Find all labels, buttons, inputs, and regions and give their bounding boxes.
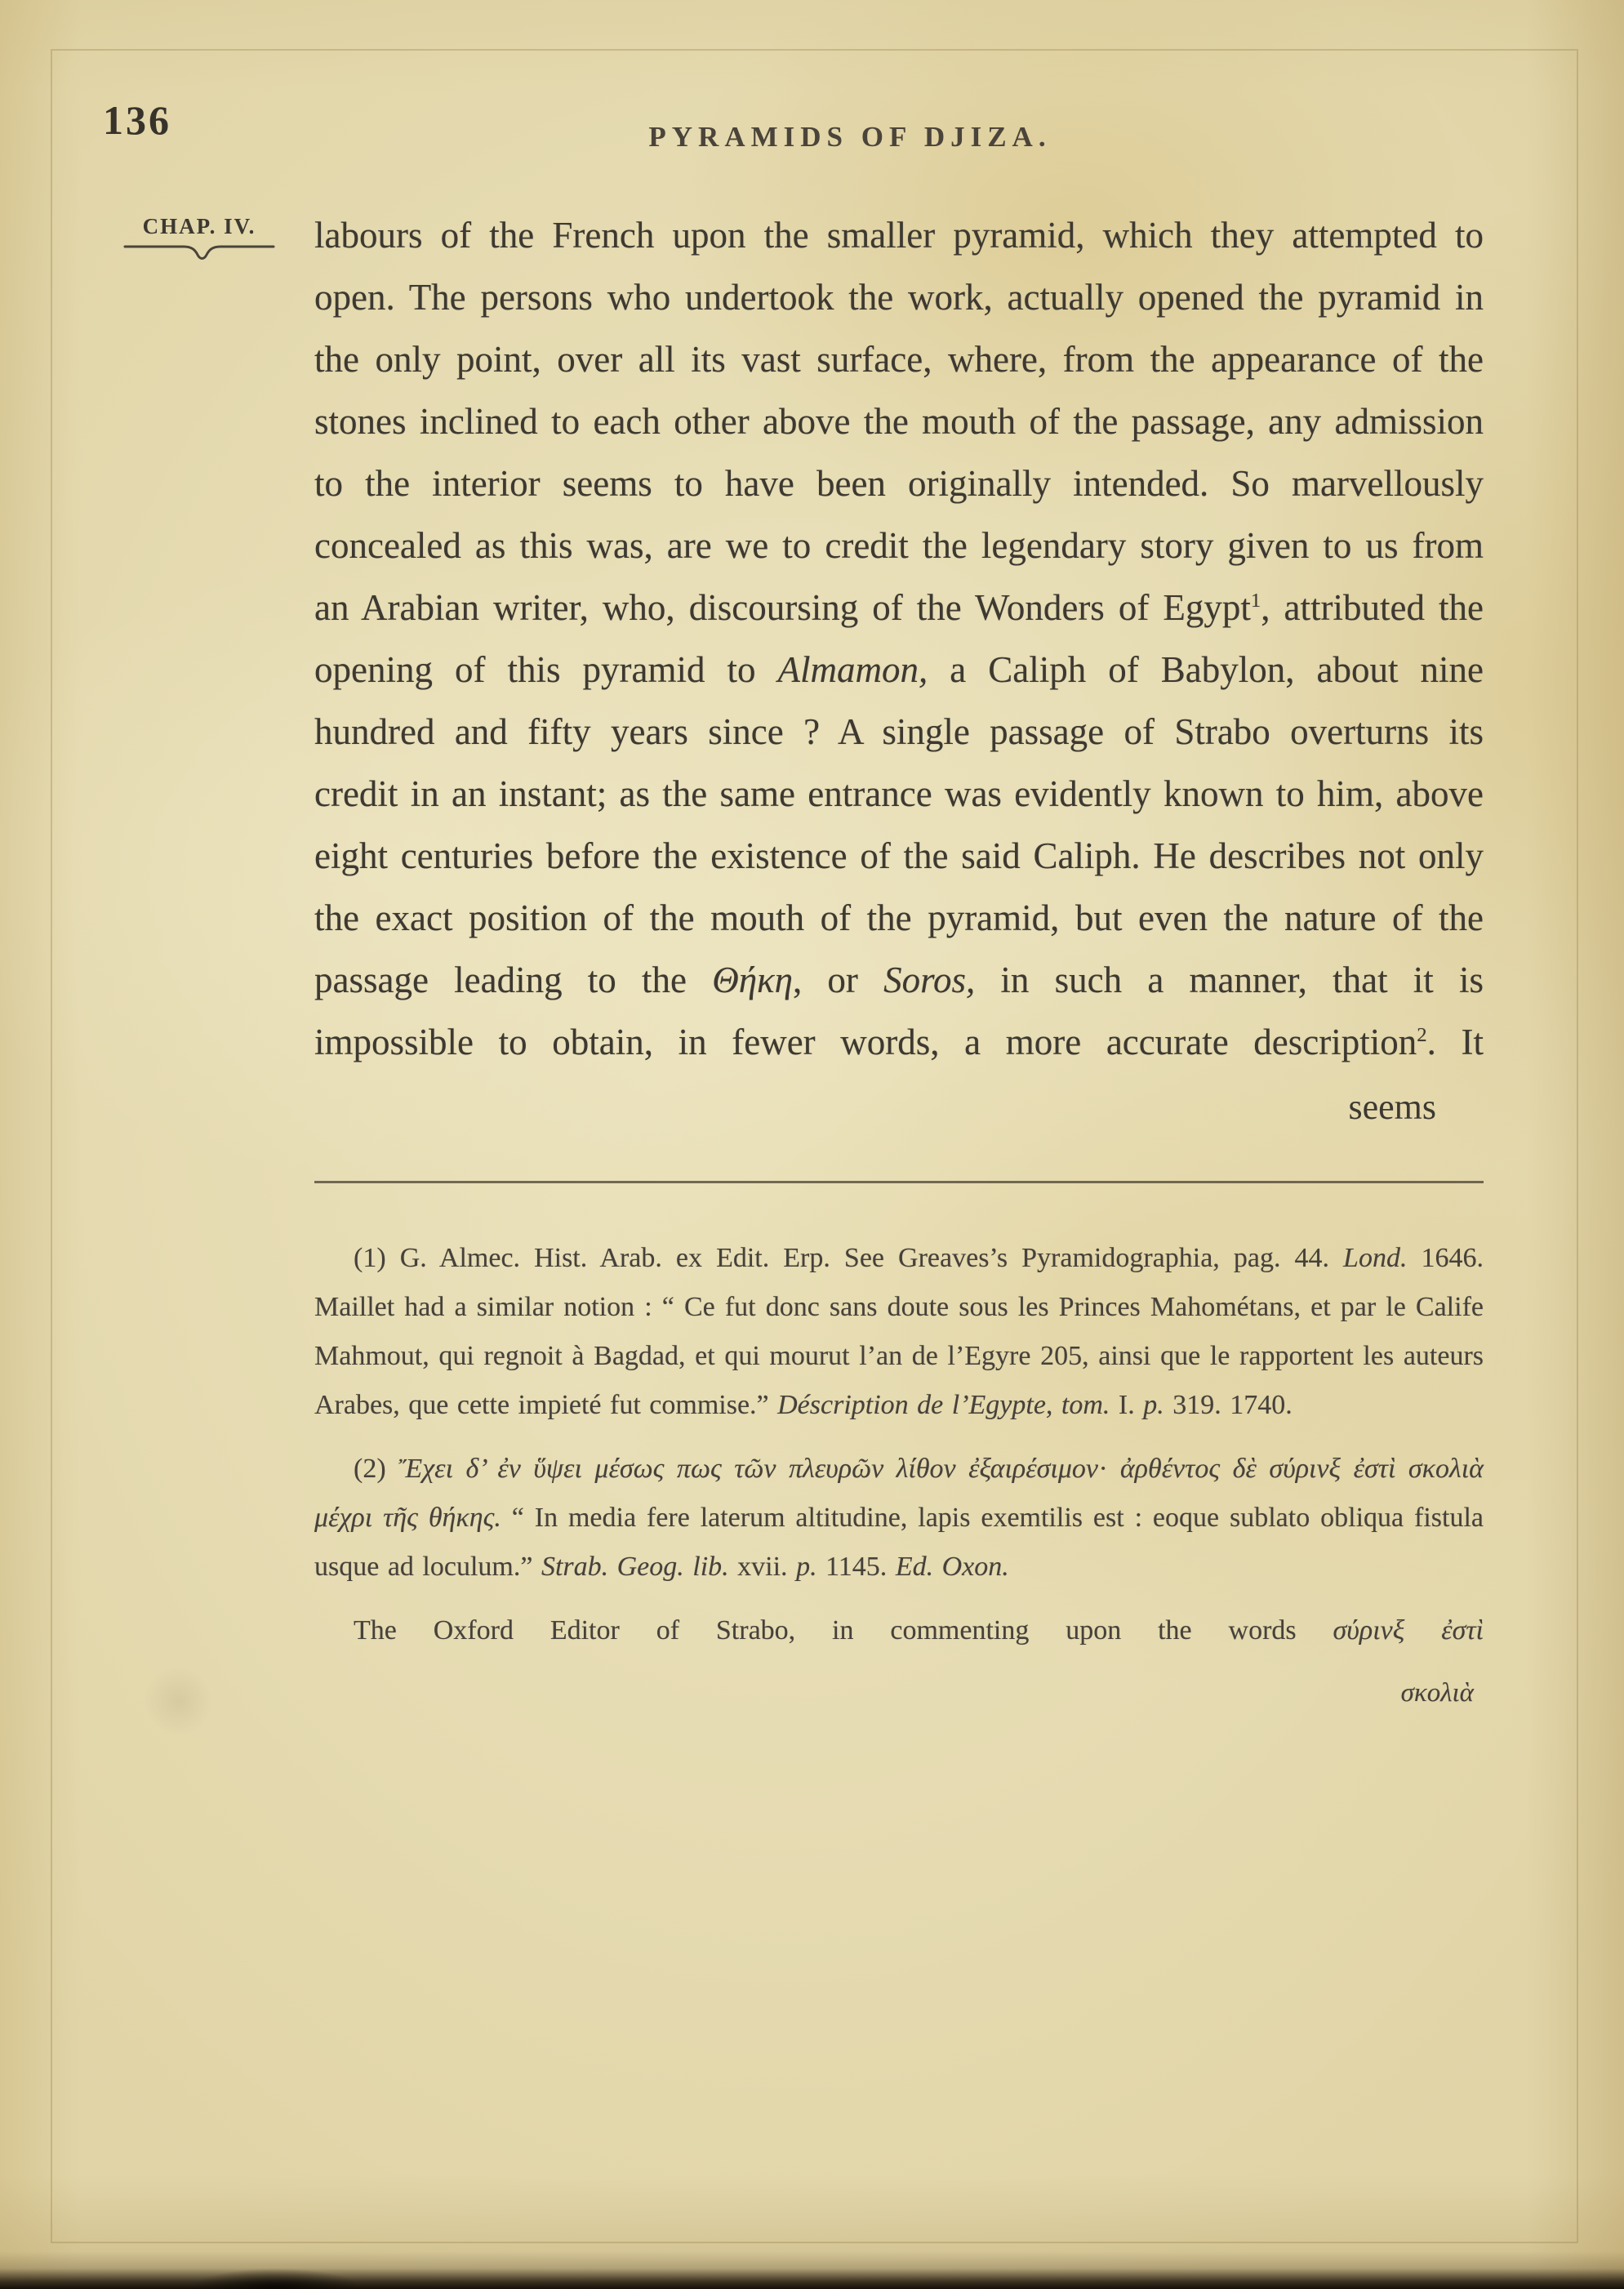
footnotes-section: [314, 1234, 1484, 1716]
page-number: 136: [103, 97, 171, 143]
catchword: seems: [1348, 1087, 1436, 1127]
footnote-separator-rule: [314, 1181, 1484, 1183]
body-paragraph: labours of the French upon the smaller pyramid, which they attempted to open. The persons who undertook the work, actually opened the pyramid in the only point, over all its vast surface, where, from the appearance of the stones inclined to each other above the mouth of the passage, any admission to the interior seems to have been originally intended. So marvellously concealed as this was, are we to credit the legendary story given to us from an Arabian writer, who, discoursing of the Wonders of Egypt$^1$, attributed the opening of this pyramid to Almamon, a Caliph of Babylon, about nine hundred and fifty years since ? A single passage of Strabo overturns its credit in an instant; as the same entrance was evidently known to him, above eight centuries before the existence of the said Caliph. He describes not only the exact position of the mouth of the pyramid, but even the nature of the passage leading to the Θήκη, or Soros, in such a manner, that it is impossible to obtain, in fewer words, a more accurate description$^2$. It: [314, 215, 1484, 1062]
page-bottom-edge: [0, 2251, 1624, 2289]
chapter-underline-flourish-icon: [122, 243, 277, 264]
footnote-1: (1) G. Almec. Hist. Arab. ex Edit. Erp. See Greaves’s Pyramidographia, pag. 44. Lond. 1646. Maillet had a similar notion : “ Ce fut donc sans doute sous les Princes Mahométans, et par le Calife Mahmout, qui regnoit à Bagdad, et qui mourut l’an de l’Egyre 205, ainsi que le rapportent les auteurs Arabes, que cette impieté fut commise.” Déscription de l’Egypte, tom. I. p. 319. 1740.: [314, 1243, 1484, 1420]
footnote-catchword: σκολιὰ: [1400, 1678, 1474, 1708]
text-column: [314, 204, 1484, 1716]
footnote-2: (2) Ἔχει δ’ ἐν ὕψει μέσως πως τῶν πλευρῶν λίθον ἐξαιρέσιμον· ἀρθέντος δὲ σύρινξ ἐστὶ σκολιὰ μέχρι τῆς θήκης. “ In media fere laterum altitudine, lapis exemtilis est : eoque sublato obliqua fistula usque ad loculum.” Strab. Geog. lib. xvii. p. 1145. Ed. Oxon.: [314, 1454, 1484, 1582]
footnote-3: The Oxford Editor of Strabo, in commenting upon the words σύρινξ ἐστὶ: [354, 1615, 1484, 1645]
chapter-label: CHAP. IV.: [142, 214, 256, 238]
chapter-sidenote: [119, 214, 279, 264]
running-header: PYRAMIDS OF DJIZA.: [648, 121, 1052, 153]
